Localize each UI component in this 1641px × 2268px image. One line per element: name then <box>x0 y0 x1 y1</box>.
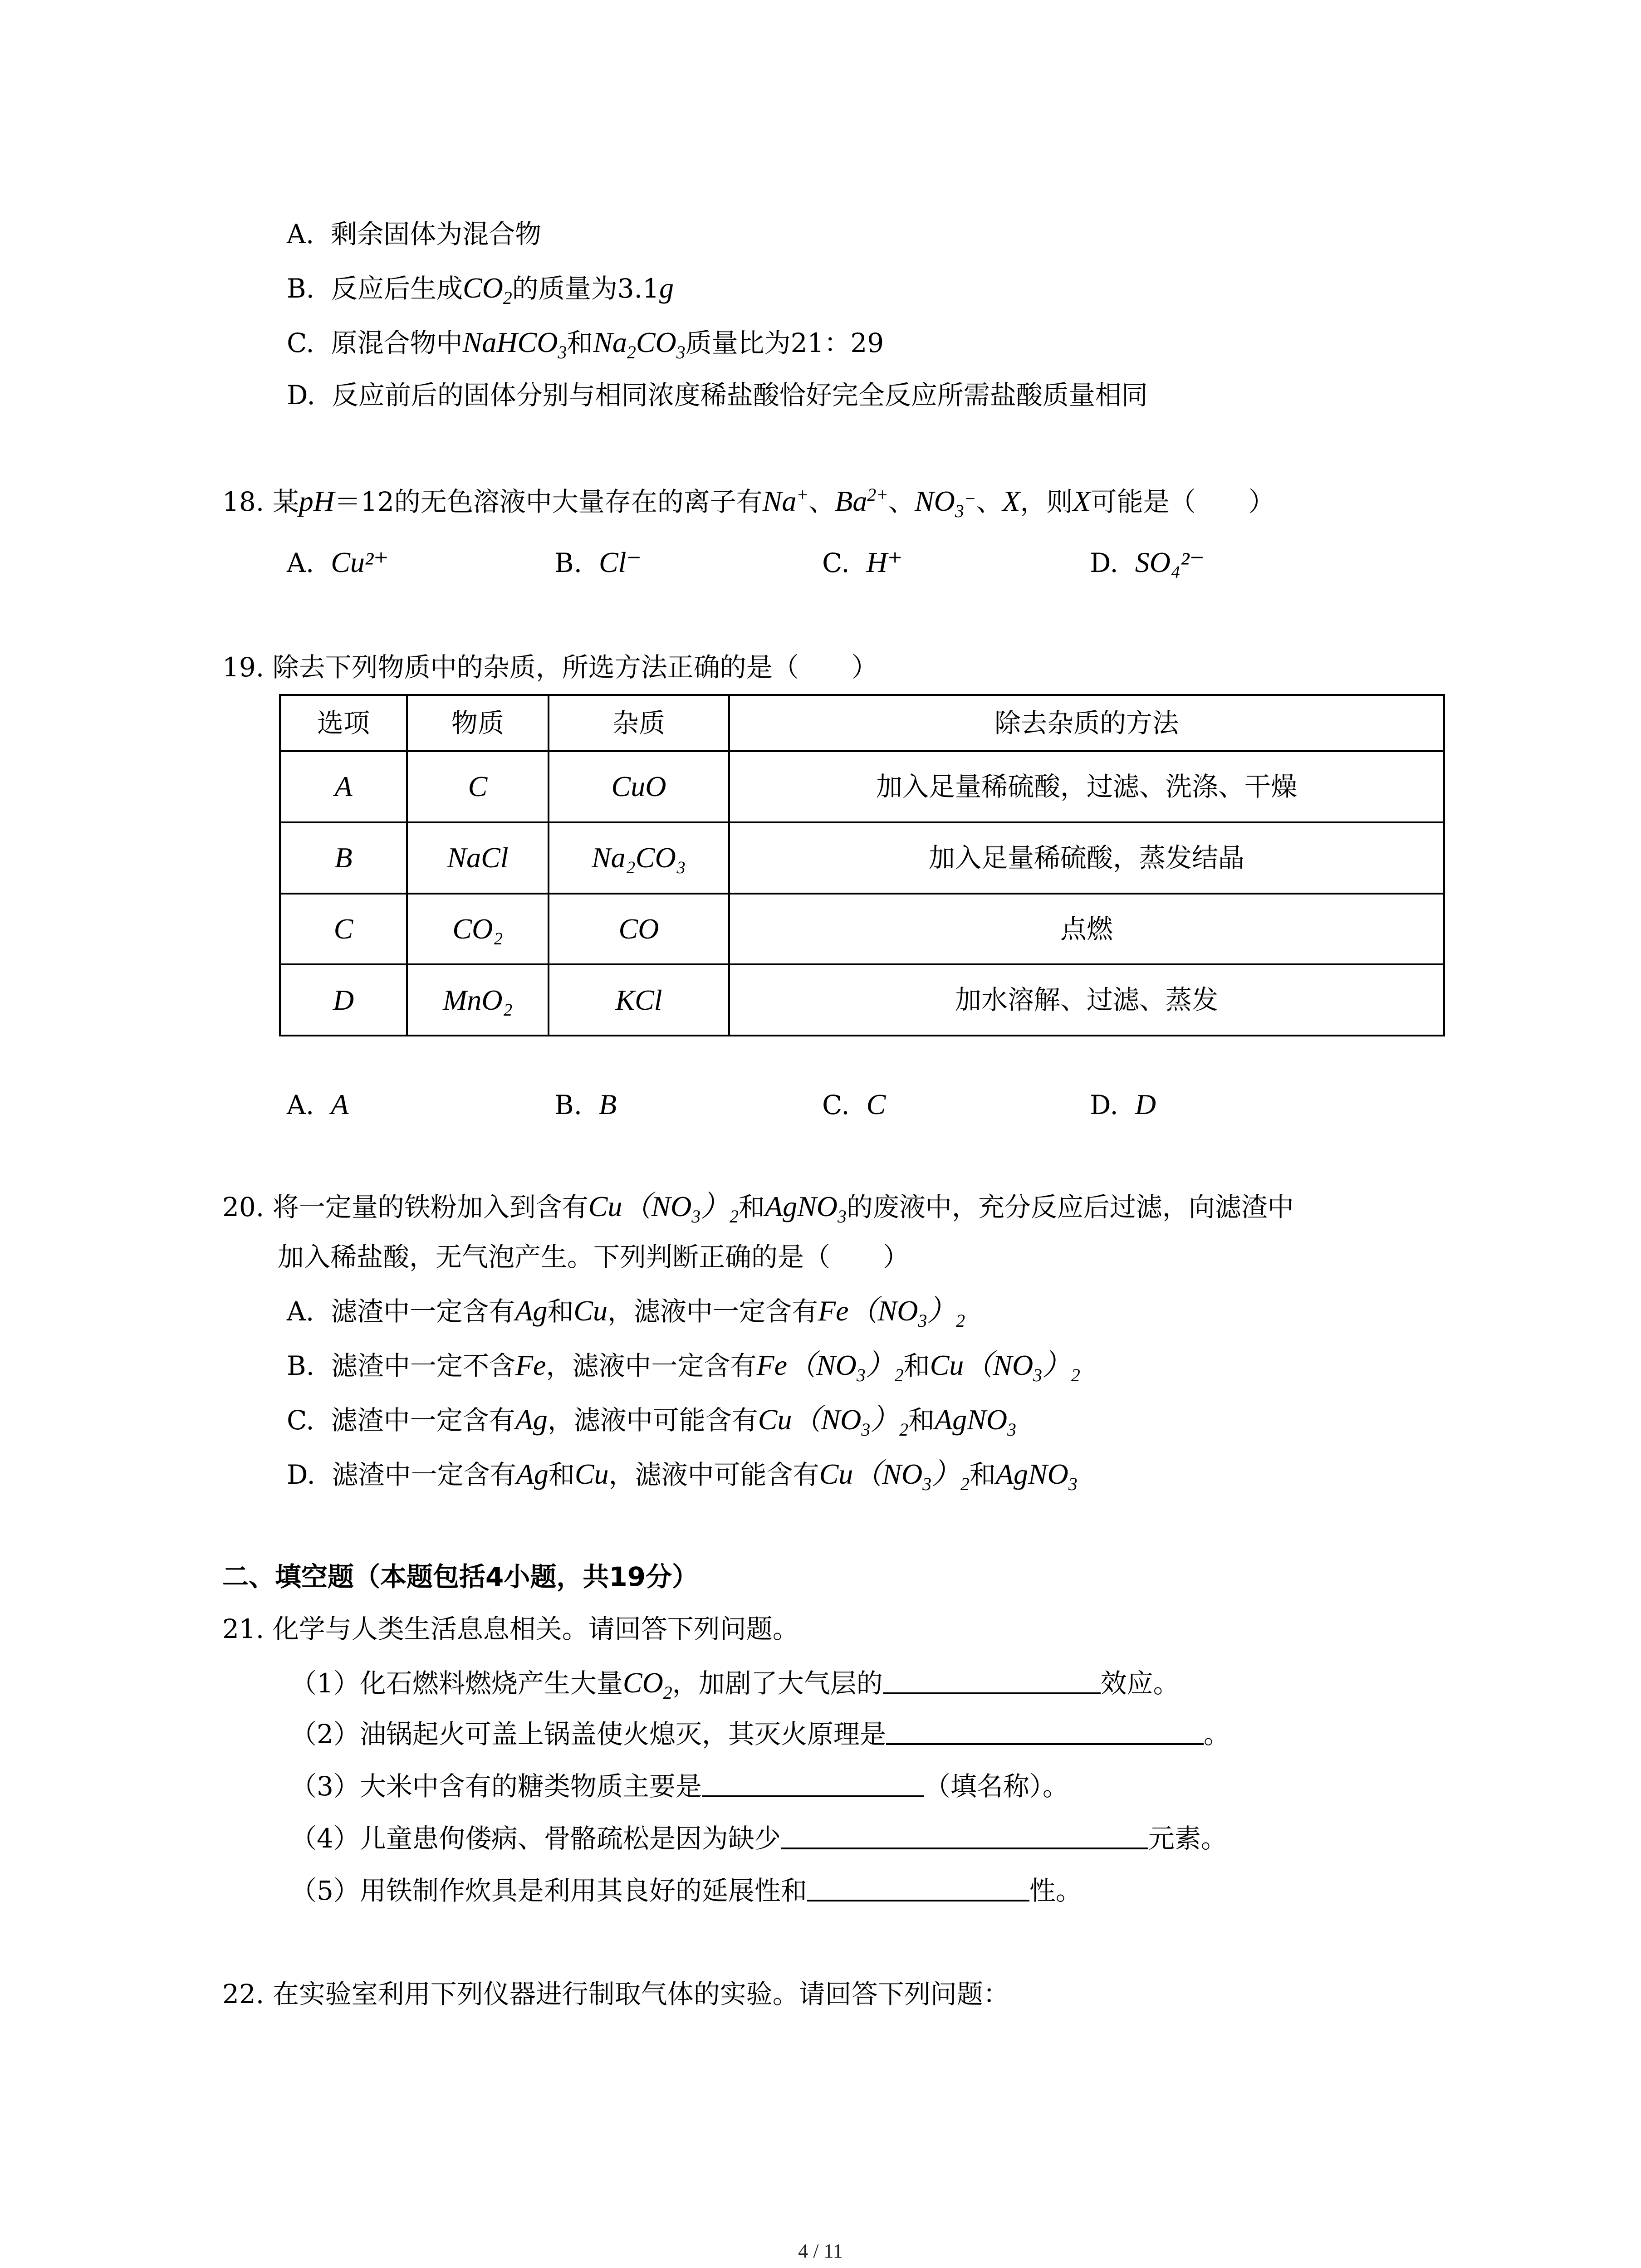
item-text: 效应。 <box>1100 1668 1180 1699</box>
symbol-x: X <box>1073 485 1091 517</box>
symbol-ag: Ag <box>516 1458 549 1490</box>
formula-cu-no3-2: $Cu(NO_3)_2$ <box>758 1403 909 1440</box>
option-text: 剩余固体为混合物 <box>331 219 542 249</box>
stem-text: 某 <box>272 486 299 517</box>
q19-option-a <box>287 1086 348 1123</box>
option-text: 的质量为3.1 <box>512 273 659 304</box>
table-cell-option: D <box>280 964 407 1036</box>
option-letter: C. <box>287 327 314 358</box>
table-cell-method: 加水溶解、过滤、蒸发 <box>729 964 1444 1036</box>
table-header: 除去杂质的方法 <box>729 695 1444 751</box>
option-text: 滤渣中一定不含 <box>331 1350 515 1381</box>
item-text: （填名称）。 <box>924 1771 1069 1802</box>
option-text: 和 <box>908 1405 935 1436</box>
q20-option-d <box>287 1456 1078 1496</box>
item-text: （5）用铁制作炊具是利用其良好的延展性和 <box>290 1875 807 1906</box>
stem-text: ＝12的无色溶液中大量存在的离子有 <box>334 486 763 517</box>
option-label: H⁺ <box>866 546 903 578</box>
option-letter: A. <box>287 1296 314 1327</box>
table-row <box>280 751 1444 822</box>
stem-text: 加入稀盐酸，无气泡产生。下列判断正确的是（ ） <box>278 1242 910 1272</box>
option-letter: A. <box>287 219 314 249</box>
ion-no3: $NO_3^-$ <box>914 485 976 521</box>
table-cell-substance: C <box>407 751 549 822</box>
stem-text: 除去下列物质中的杂质，所选方法正确的是（ ） <box>272 652 878 683</box>
q20-option-b <box>287 1347 1080 1387</box>
q18-option-a <box>287 544 389 581</box>
formula-agno3: AgNO$_3$ <box>935 1403 1016 1440</box>
symbol-ag: Ag <box>515 1295 548 1327</box>
page-number: 4 / 11 <box>798 2240 843 2262</box>
stem-text: 和 <box>738 1192 765 1222</box>
formula-nahco3: NaHCO$_3$ <box>462 326 567 362</box>
table-header: 杂质 <box>549 695 729 751</box>
stem-text: ，则 <box>1020 486 1073 517</box>
q18-option-c <box>822 544 903 581</box>
stem-text: 将一定量的铁粉加入到含有 <box>272 1192 588 1222</box>
q17-option-b <box>287 270 674 309</box>
symbol-x: X <box>1002 485 1020 517</box>
formula-co2: $CO_2$ <box>622 1667 672 1703</box>
symbol-ag: Ag <box>515 1403 548 1436</box>
stem-text: 可能是（ ） <box>1090 486 1275 517</box>
option-letter: B. <box>287 273 315 304</box>
option-text: 和 <box>903 1350 930 1381</box>
option-label: Cl⁻ <box>598 546 642 578</box>
option-text: 和 <box>548 1459 575 1490</box>
formula-ph: pH <box>299 485 334 517</box>
symbol-cu: Cu <box>573 1295 608 1327</box>
option-letter: C. <box>822 547 850 578</box>
option-letter: D. <box>1090 547 1118 578</box>
table-cell-option: A <box>280 751 407 822</box>
separator: 、 <box>976 486 1003 517</box>
ion-ba: $Ba^{2+}$ <box>835 485 888 517</box>
option-letter: A. <box>287 547 314 578</box>
ion-na: Na+ <box>762 485 809 517</box>
table-cell-impurity: KCl <box>549 964 729 1036</box>
table-row <box>280 822 1444 894</box>
option-letter: D. <box>287 1459 315 1490</box>
formula-fe-no3-2: $Fe(NO_3)_2$ <box>818 1295 965 1331</box>
table-row <box>280 964 1444 1036</box>
q18-option-d <box>1090 544 1205 581</box>
answer-blank[interactable] <box>886 1717 1204 1745</box>
option-label: Cu²⁺ <box>331 546 389 578</box>
option-label: SO₄²⁻ <box>1135 546 1205 578</box>
table-cell-impurity: Na₂CO₃ <box>549 822 729 894</box>
formula-cu-no3-2: $Cu(NO_3)_2$ <box>819 1458 970 1494</box>
table-cell-method: 加入足量稀硫酸，蒸发结晶 <box>729 822 1444 894</box>
unit: g <box>659 272 674 304</box>
option-letter: D. <box>1090 1090 1118 1120</box>
table-cell-substance: NaCl <box>407 822 549 894</box>
item-text: 性。 <box>1029 1875 1082 1906</box>
q21-item-5 <box>290 1873 1082 1907</box>
item-text: 元素。 <box>1148 1823 1227 1854</box>
question-number: 22. <box>222 1979 265 2009</box>
q21-item-3 <box>290 1769 1069 1803</box>
q19-table <box>279 694 1445 1036</box>
stem-text: 化学与人类生活息息相关。请回答下列问题。 <box>272 1613 799 1644</box>
option-text: ，滤液中可能含有 <box>547 1405 758 1436</box>
option-text: 反应前后的固体分别与相同浓度稀盐酸恰好完全反应所需盐酸质量相同 <box>332 380 1148 411</box>
separator: 、 <box>808 486 835 517</box>
option-text: 和 <box>547 1296 574 1327</box>
table-cell-option: C <box>280 894 407 965</box>
q20-option-c <box>287 1402 1016 1441</box>
option-letter: B. <box>287 1350 315 1381</box>
formula-na2co3: $Na_2CO_3$ <box>593 326 686 362</box>
option-text: 滤渣中一定含有 <box>331 1405 515 1436</box>
option-label: D <box>1135 1088 1156 1120</box>
answer-blank[interactable] <box>781 1821 1148 1849</box>
table-header-row <box>280 695 1444 751</box>
symbol-cu: Cu <box>574 1458 609 1490</box>
table-cell-option: B <box>280 822 407 894</box>
q19-stem <box>222 651 878 684</box>
item-text: （2）油锅起火可盖上锅盖使火熄灭，其灭火原理是 <box>290 1719 886 1750</box>
item-text: （4）儿童患佝偻病、骨骼疏松是因为缺少 <box>290 1823 781 1854</box>
q19-option-d <box>1090 1086 1156 1123</box>
q20-stem-line2 <box>278 1241 909 1274</box>
q19-option-b <box>554 1086 617 1123</box>
table-header: 选项 <box>280 695 407 751</box>
q17-option-d <box>287 379 1148 412</box>
question-number: 18. <box>222 486 265 517</box>
option-label: B <box>598 1088 617 1120</box>
symbol-fe: Fe <box>515 1349 546 1381</box>
option-letter: C. <box>822 1090 850 1120</box>
q18-option-b <box>554 544 642 581</box>
q22-stem <box>222 1978 1009 2011</box>
table-cell-substance: MnO₂ <box>407 964 549 1036</box>
table-row <box>280 894 1444 965</box>
q21-stem <box>222 1613 799 1646</box>
table-cell-impurity: CuO <box>549 751 729 822</box>
table-cell-substance: CO₂ <box>407 894 549 965</box>
q21-item-4 <box>290 1821 1227 1855</box>
option-letter: C. <box>287 1405 314 1436</box>
q21-item-1 <box>290 1665 1180 1704</box>
item-text: （1）化石燃料燃烧产生大量 <box>290 1668 623 1699</box>
q18-stem <box>222 483 1275 523</box>
option-text: 滤渣中一定含有 <box>332 1459 516 1490</box>
formula-cu-no3-2: $Cu(NO_3)_2$ <box>588 1190 739 1227</box>
question-number: 19. <box>222 652 265 683</box>
formula-agno3: AgNO$_3$ <box>765 1190 847 1227</box>
table-cell-method: 加入足量稀硫酸，过滤、洗涤、干燥 <box>729 751 1444 822</box>
answer-blank[interactable] <box>702 1769 924 1797</box>
option-label: C <box>866 1088 886 1120</box>
formula-fe-no3-2: $Fe(NO_3)_2$ <box>756 1349 904 1385</box>
q20-stem-line1 <box>222 1188 1294 1228</box>
item-text: 。 <box>1203 1719 1230 1750</box>
option-letter: A. <box>287 1090 314 1120</box>
table-cell-impurity: CO <box>549 894 729 965</box>
option-text: 质量比为21：29 <box>685 327 884 358</box>
question-number: 20. <box>222 1192 265 1222</box>
option-letter: B. <box>554 547 583 578</box>
option-letter: B. <box>554 1090 583 1120</box>
q21-item-2 <box>290 1717 1230 1751</box>
q19-option-c <box>822 1086 886 1123</box>
option-text: ，滤液中一定含有 <box>607 1296 818 1327</box>
formula-cu-no3-2: $Cu(NO_3)_2$ <box>930 1349 1080 1385</box>
q17-option-c <box>287 324 884 364</box>
item-text: （3）大米中含有的糖类物质主要是 <box>290 1771 702 1802</box>
table-header: 物质 <box>407 695 549 751</box>
table-cell-method: 点燃 <box>729 894 1444 965</box>
formula-co2: $CO_2$ <box>462 272 512 308</box>
option-label: A <box>331 1088 349 1120</box>
option-text: ，滤液中一定含有 <box>546 1350 757 1381</box>
separator: 、 <box>888 486 915 517</box>
question-number: 21. <box>222 1613 265 1644</box>
stem-text: 在实验室利用下列仪器进行制取气体的实验。请回答下列问题： <box>272 1979 1009 2009</box>
formula-agno3: AgNO$_3$ <box>995 1458 1078 1494</box>
option-letter: D. <box>287 380 315 411</box>
section-title: 二、填空题（本题包括4小题，共19分） <box>222 1561 699 1592</box>
answer-blank[interactable] <box>807 1873 1029 1901</box>
option-text: ，滤液中可能含有 <box>608 1459 819 1490</box>
option-text: 反应后生成 <box>331 273 463 304</box>
option-text: 原混合物中 <box>331 327 463 358</box>
q20-option-a <box>287 1293 965 1332</box>
item-text: ，加剧了大气层的 <box>672 1668 883 1699</box>
option-text: 和 <box>969 1459 996 1490</box>
q17-option-a <box>287 218 541 251</box>
option-text: 滤渣中一定含有 <box>331 1296 515 1327</box>
stem-text: 的废液中，充分反应后过滤，向滤渣中 <box>846 1192 1294 1222</box>
answer-blank[interactable] <box>883 1666 1101 1694</box>
option-text: 和 <box>567 327 593 358</box>
